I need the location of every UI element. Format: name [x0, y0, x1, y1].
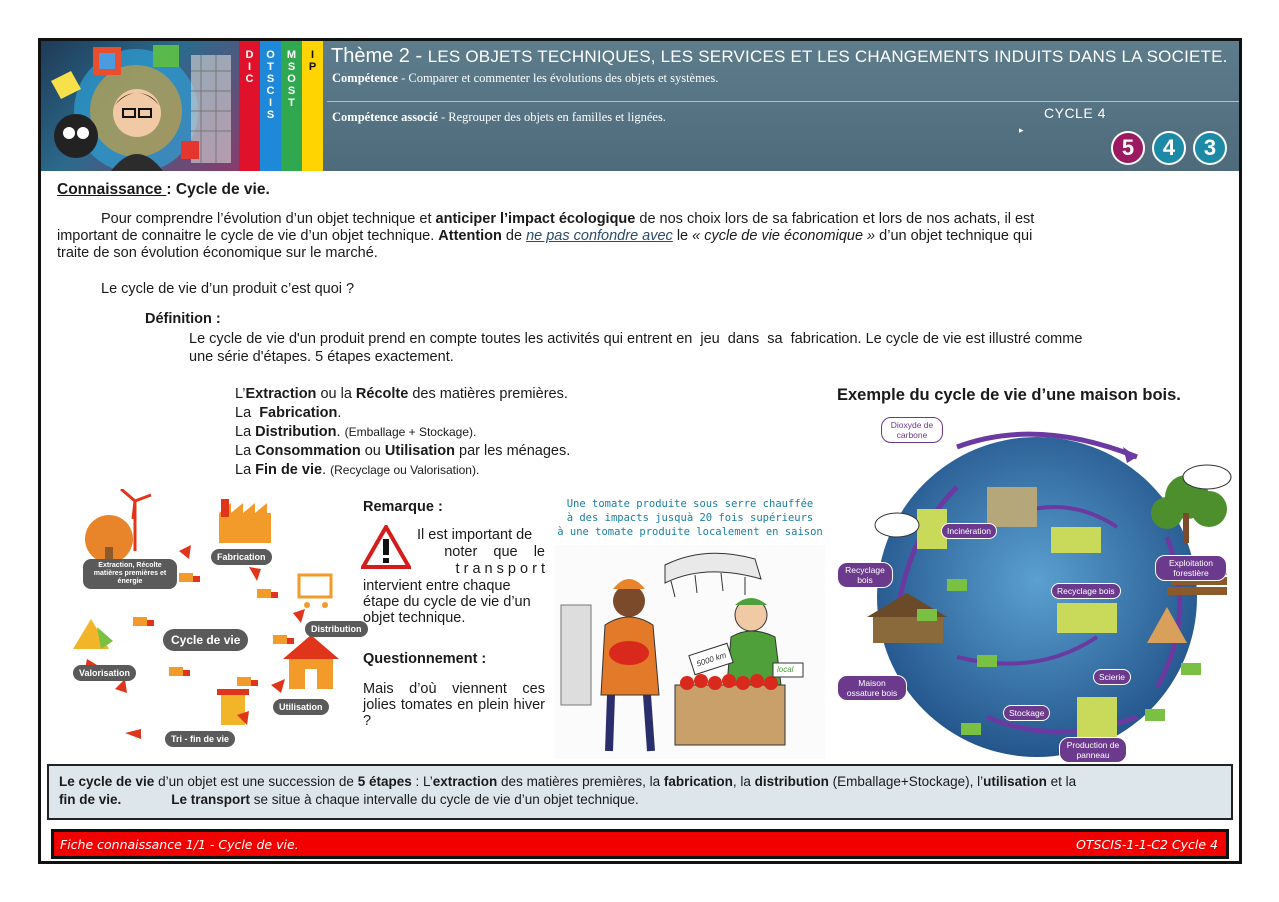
cycle-label-fabrication: Fabrication — [211, 549, 272, 565]
remark-line-1: Il est important de — [417, 527, 533, 543]
steps-list — [235, 385, 570, 480]
step-fabrication — [235, 404, 570, 423]
summary-t5: (Emballage+Stockage), l’ — [828, 774, 984, 789]
remark-line-2: noter que le — [444, 544, 545, 560]
column-ip — [302, 41, 323, 171]
step-consommation — [235, 442, 570, 461]
remark-title: Remarque : — [363, 499, 443, 515]
theme-title — [331, 45, 1228, 68]
label-scierie: Scierie — [1093, 669, 1131, 685]
cycle-diagram — [61, 489, 362, 757]
competence-associe-line — [332, 110, 666, 125]
intro-de: de — [501, 228, 527, 244]
question-line: Le cycle de vie d’un produit c’est quoi ? — [101, 281, 355, 297]
label-incineration: Incinération — [941, 523, 997, 539]
cycle-badge-5: 5 — [1111, 131, 1145, 165]
intro-underlined: ne pas confondre avec — [526, 228, 673, 244]
step-distribution — [235, 423, 570, 442]
intro-text-4: d’un objet technique qui — [875, 228, 1033, 244]
label-maison: Maison ossature bois — [837, 675, 907, 701]
summary-t2: : L’ — [411, 774, 433, 789]
footer-left: Fiche connaissance 1/1 - Cycle de vie. — [60, 837, 299, 852]
cycle-badge-3: 3 — [1193, 131, 1227, 165]
summary-b5: distribution — [754, 774, 829, 789]
label-recyclage-bois-left: Recyclage bois — [837, 562, 893, 588]
summary-b8: Le transport — [171, 792, 251, 807]
footer-bar — [51, 829, 1229, 859]
step-2-pre: La — [235, 405, 260, 421]
competence-line — [332, 71, 718, 86]
summary-line-1 — [59, 773, 1221, 791]
tomato-sign-local: local — [777, 665, 794, 674]
column-otscis-letters: OTSCIS — [266, 49, 275, 121]
tomato-sign-km: 5000 km — [695, 650, 728, 669]
knowledge-label: Connaissance — [57, 181, 167, 198]
intro-line-1 — [57, 211, 1229, 228]
step-4-mid: ou — [360, 443, 385, 459]
column-dic-letters: DIC — [245, 49, 254, 85]
summary-b7: fin de vie. — [59, 792, 122, 807]
summary-t3: des matières premières, la — [497, 774, 664, 789]
intro-le: le — [672, 228, 693, 244]
definition-line-2: une série d'étapes. 5 étapes exactement. — [189, 349, 454, 365]
intro-text-1: Pour comprendre l’évolution d’un objet technique et — [101, 211, 436, 227]
summary-b1: Le cycle de vie — [59, 774, 155, 789]
remark-line-4: intervient entre chaque étape du cycle de vie d’un objet technique. — [363, 578, 531, 626]
summary-b2: 5 étapes — [357, 774, 412, 789]
questionnement-title: Questionnement : — [363, 651, 487, 667]
step-3-small: (Emballage + Stockage). — [344, 425, 477, 439]
column-otscis — [260, 41, 281, 171]
label-co2: Dioxyde de carbone — [881, 417, 943, 443]
step-5-bold: Fin de vie — [255, 462, 323, 478]
summary-t1: d’un objet est une succession de — [154, 774, 358, 789]
step-fin-de-vie — [235, 461, 570, 480]
step-4-bold-1: Consommation — [255, 443, 361, 459]
step-5-mid: . — [322, 462, 331, 478]
step-1-bold-2: Récolte — [355, 386, 409, 402]
tomato-cartoon-drawing — [555, 545, 825, 759]
step-1-mid: ou la — [316, 386, 356, 402]
cycle-pointer-icon: ▸ — [1019, 125, 1024, 135]
theme-prefix: Thème 2 - — [331, 45, 428, 67]
header-banner — [41, 41, 1239, 171]
tomato-caption — [555, 497, 825, 539]
summary-b4: fabrication — [663, 774, 733, 789]
theme-title-caps: LES OBJETS TECHNIQUES, LES SERVICES ET LES CHANGEMENTS INDUITS DANS LA SOCIETE. — [427, 47, 1228, 66]
step-4-bold-2: Utilisation — [384, 443, 455, 459]
competence-label: Compétence — [332, 71, 398, 85]
knowledge-heading — [57, 181, 270, 198]
summary-t8: se situe à chaque intervalle du cycle de vie d’un objet technique. — [250, 792, 639, 807]
cycle-label-utilisation: Utilisation — [273, 699, 329, 715]
cycle-label: CYCLE 4 — [1044, 105, 1106, 121]
step-4-post: par les ménages. — [454, 443, 571, 459]
intro-line-2 — [57, 228, 1229, 245]
knowledge-title: : Cycle de vie. — [166, 181, 270, 198]
teacher-logo-collage — [41, 41, 239, 171]
remark-text-top — [417, 527, 545, 578]
cycle-label-valorisation: Valorisation — [73, 665, 136, 681]
cycle-label-tri: Tri - fin de vie — [165, 731, 235, 747]
step-2-mid: . — [337, 405, 342, 421]
label-exploitation: Exploitation forestière — [1155, 555, 1227, 581]
footer-right: OTSCIS-1-1-C2 Cycle 4 — [1076, 837, 1218, 852]
warning-icon — [361, 525, 411, 569]
competence-text: - Comparer et commenter les évolutions des objets et systèmes. — [397, 71, 719, 85]
house-example-title: Exemple du cycle de vie d’une maison bois. — [837, 386, 1181, 404]
step-5-small: (Recyclage ou Valorisation). — [330, 463, 480, 477]
cycle-badge-4: 4 — [1152, 131, 1186, 165]
column-ip-letters: IP — [308, 49, 317, 73]
intro-line-3: traite de son évolution économique sur le marché. — [57, 245, 378, 261]
intro-line-1-text — [101, 211, 1034, 228]
step-5-pre: La — [235, 462, 256, 478]
intro-text-3: important de connaitre le cycle de vie d’un objet technique. — [57, 228, 439, 244]
definition-line-1: Le cycle de vie d'un produit prend en compte toutes les activités qui entrent en jeu dans sa fabrication. Le cycle de vie est illustré comme — [189, 331, 1083, 347]
intro-quote: « cycle de vie économique » — [692, 228, 876, 244]
summary-line-2 — [59, 791, 1221, 809]
step-1-pre: L’ — [235, 386, 246, 402]
step-3-pre: La — [235, 424, 256, 440]
step-1-bold-1: Extraction — [245, 386, 317, 402]
label-recyclage-bois-center: Recyclage bois — [1051, 583, 1121, 599]
step-2-bold: Fabrication — [259, 405, 338, 421]
summary-b3: extraction — [432, 774, 498, 789]
cycle-label-distribution: Distribution — [305, 621, 368, 637]
intro-paragraph — [57, 211, 1229, 262]
step-3-mid: . — [336, 424, 345, 440]
summary-t6: et la — [1046, 774, 1077, 789]
questionnement-text: Mais d’où viennent ces jolies tomates en plein hiver ? — [363, 681, 545, 729]
document-sheet — [38, 38, 1242, 864]
house-lifecycle-diagram — [837, 417, 1237, 760]
intro-bold: anticiper l’impact écologique — [435, 211, 636, 227]
competence2-label: Compétence associé — [332, 110, 438, 124]
tomato-caption-1: Une tomate produite sous serre chauffée — [566, 498, 814, 510]
header-separator — [327, 101, 1239, 102]
intro-attention: Attention — [438, 228, 502, 244]
column-dic — [239, 41, 260, 171]
tomato-caption-3: à une tomate produite localement en saison — [557, 526, 823, 538]
tomato-caption-2: à des impacts jusquà 20 fois supérieurs — [566, 512, 814, 524]
cycle-label-center: Cycle de vie — [163, 629, 248, 651]
label-stockage: Stockage — [1003, 705, 1050, 721]
remark-line-3: t r a n s p o r t — [455, 561, 545, 577]
label-production: Production de panneau — [1059, 737, 1127, 763]
summary-box — [47, 764, 1233, 820]
summary-b6: utilisation — [983, 774, 1047, 789]
competence2-text: - Regrouper des objets en familles et lignées. — [437, 110, 666, 124]
step-1-post: des matières premières. — [408, 386, 568, 402]
summary-t4: , la — [732, 774, 755, 789]
column-msost-letters: MSOST — [286, 49, 297, 109]
logo-illustration — [41, 41, 239, 171]
step-3-bold: Distribution — [255, 424, 337, 440]
tomato-cartoon — [555, 497, 825, 761]
step-extraction — [235, 385, 570, 404]
column-msost — [281, 41, 302, 171]
cycle-label-extraction: Extraction, Récolte matières premières et énergie — [83, 559, 177, 589]
intro-text-2: de nos choix lors de sa fabrication et lors de nos achats, il est — [635, 211, 1035, 227]
definition-label: Définition : — [145, 311, 221, 327]
step-4-pre: La — [235, 443, 256, 459]
